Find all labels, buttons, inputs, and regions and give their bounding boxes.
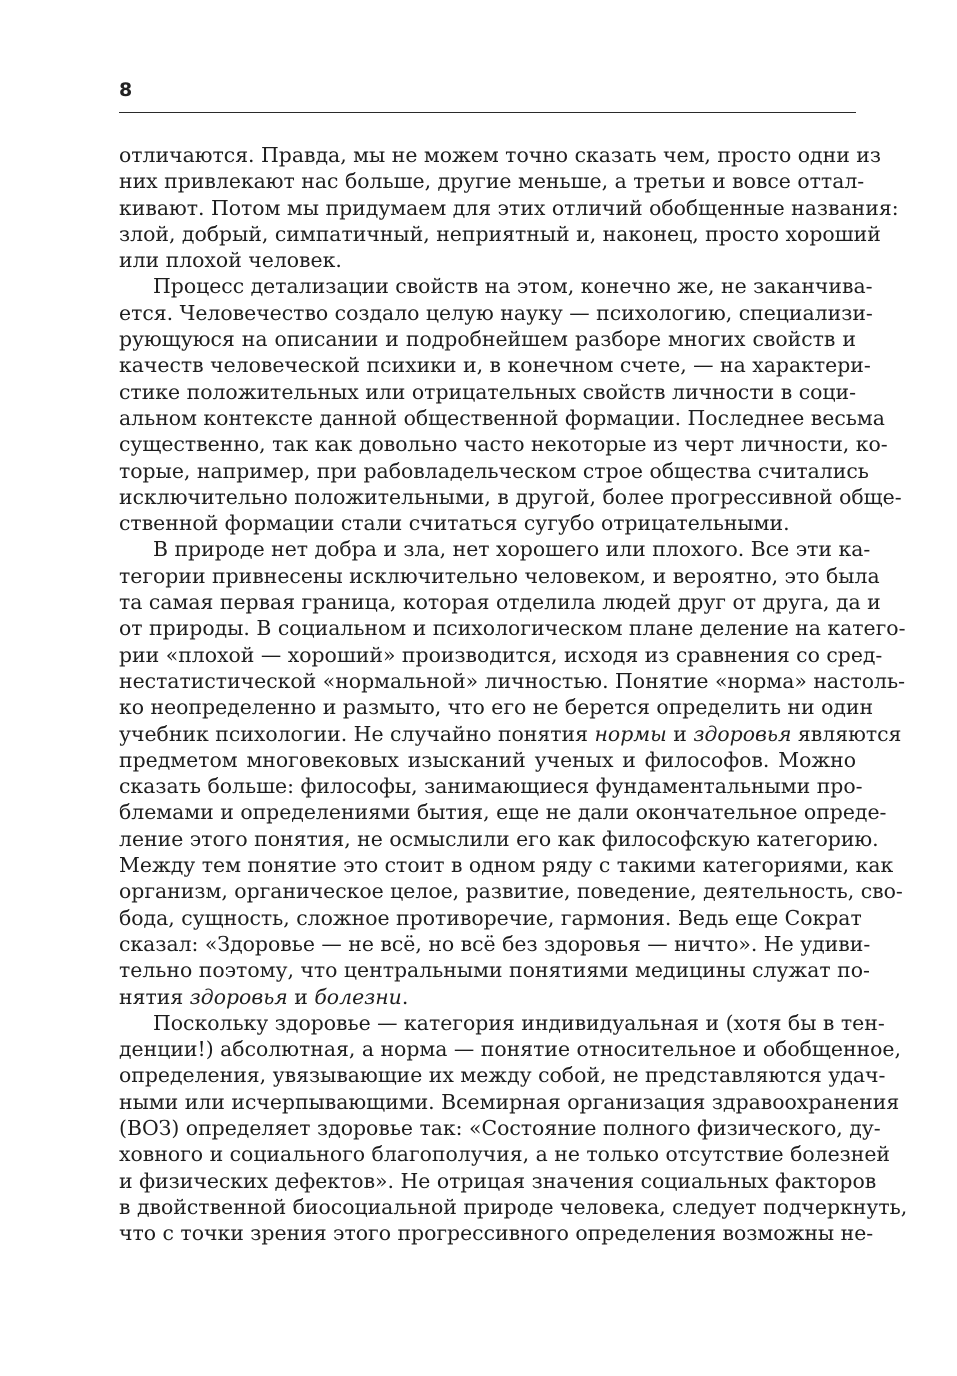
text-line (119, 431, 888, 457)
text-run: и (666, 721, 694, 746)
text-line (119, 799, 887, 825)
text-run: . (401, 984, 409, 1009)
text-line (119, 721, 902, 747)
text-line (119, 536, 871, 562)
text-line (119, 510, 856, 536)
text-run: ко неопределенно и размыто, что его не берется определить ни один (119, 695, 874, 720)
text-run: или плохой человек. (119, 248, 342, 273)
text-run: определения, увязывающие их между собой, не представляются удач- (119, 1063, 886, 1088)
text-line (119, 642, 883, 668)
text-run: рии «плохой — хороший» производится, исходя из сравнения со сред- (119, 642, 883, 667)
text-run: них привлекают нас больше, другие меньше, а третьи и вовсе оттал- (119, 169, 865, 194)
text-line (119, 1062, 886, 1088)
paragraph (119, 273, 902, 536)
text-line (119, 747, 856, 773)
text-run: предметом многовековых изысканий ученых и философов. Можно (119, 747, 856, 772)
text-line (119, 352, 871, 378)
text-line (119, 405, 885, 431)
text-line (119, 852, 894, 878)
text-run: тельно поэтому, что центральными понятиями медицины служат по- (119, 958, 870, 983)
text-run: торые, например, при рабовладельческом строе общества считались (119, 458, 869, 483)
text-run: тегории привнесены исключительно человеком, и вероятно, это была (119, 563, 880, 588)
text-run: являются (791, 721, 902, 746)
body-text (119, 142, 908, 1246)
text-line (119, 168, 865, 194)
text-run: денции!) абсолютная, а норма — понятие относительное и обобщенное, (119, 1037, 901, 1062)
italic-term: здоровья (693, 721, 792, 746)
text-run: Поскольку здоровье — категория индивидуальная и (хотя бы в тен- (153, 1010, 885, 1035)
text-run: и физических дефектов». Не отрицая значения социальных факторов (119, 1168, 877, 1193)
text-line (119, 826, 879, 852)
italic-term: здоровья (189, 984, 288, 1009)
text-run: от природы. В социальном и психологическом плане деление на катего- (119, 616, 906, 641)
text-run: существенно, так как довольно часто некоторые из черт личности, ко- (119, 432, 888, 457)
text-line (119, 1141, 891, 1167)
text-run: альном контексте данной общественной формации. Последнее весьма (119, 405, 885, 430)
text-run: (ВОЗ) определяет здоровье так: «Состояние полного физического, ду- (119, 1115, 881, 1140)
text-run: ховного и социального благополучия, а не только отсутствие болезней (119, 1142, 891, 1167)
text-run: учебник психологии. Не случайно понятия (119, 721, 595, 746)
text-run: рующуюся на описании и подробнейшем разборе многих свойств и (119, 327, 856, 352)
italic-term: болезни (314, 984, 402, 1009)
text-line (119, 458, 869, 484)
text-run: нестатистической «нормальной» личностью. Понятие «норма» настоль- (119, 668, 905, 693)
text-line (119, 142, 881, 168)
text-run: В природе нет добра и зла, нет хорошего или плохого. Все эти ка- (153, 537, 871, 562)
text-run: ственной формации стали считаться сугубо отрицательными. (119, 511, 790, 536)
text-run: организм, органическое целое, развитие, поведение, деятельность, сво- (119, 879, 903, 904)
text-line (119, 1036, 901, 1062)
text-line (119, 379, 856, 405)
text-run: стике положительных или отрицательных свойств личности в соци- (119, 379, 856, 404)
text-line (119, 1010, 885, 1036)
text-line (119, 1115, 881, 1141)
text-line (119, 563, 880, 589)
text-line (119, 484, 902, 510)
text-run: кивают. Потом мы придумаем для этих отличий обобщенные названия: (119, 195, 899, 220)
text-run: ется. Человечество создало целую науку — психологию, специализи- (119, 300, 873, 325)
italic-term: нормы (594, 721, 667, 746)
text-run: качеств человеческой психики и, в конечном счете, — на характери- (119, 353, 871, 378)
text-line (119, 273, 873, 299)
text-line (119, 773, 863, 799)
text-line (119, 984, 856, 1010)
text-line (119, 247, 856, 273)
text-run: и (287, 984, 315, 1009)
text-line (119, 1168, 877, 1194)
text-run: Процесс детализации свойств на этом, конечно же, не заканчива- (153, 274, 873, 299)
text-run: отличаются. Правда, мы не можем точно сказать чем, просто одни из (119, 143, 881, 167)
text-line (119, 694, 874, 720)
header-rule (119, 112, 856, 113)
text-line (119, 589, 881, 615)
text-run: сказал: «Здоровье — не всё, но всё без здоровья — ничто». Не удиви- (119, 931, 871, 956)
text-line (119, 1089, 900, 1115)
text-run: та самая первая граница, которая отделила людей друг от друга, да и (119, 590, 881, 615)
page-number: 8 (119, 79, 133, 101)
text-run: Между тем понятие это стоит в одном ряду с такими категориями, как (119, 853, 894, 878)
text-line (119, 957, 870, 983)
text-run: ными или исчерпывающими. Всемирная организация здравоохранения (119, 1089, 900, 1114)
text-run: злой, добрый, симпатичный, неприятный и, наконец, просто хороший (119, 221, 881, 246)
text-run: что с точки зрения этого прогрессивного определения возможны не- (119, 1221, 874, 1246)
paragraph (119, 142, 899, 273)
text-line (119, 326, 856, 352)
text-line (119, 221, 881, 247)
text-line (119, 195, 899, 221)
paragraph (119, 536, 906, 1009)
text-line (119, 1220, 874, 1246)
text-run: сказать больше: философы, занимающиеся фундаментальными про- (119, 774, 863, 799)
text-line (119, 300, 873, 326)
text-line (119, 931, 871, 957)
text-run: в двойственной биосоциальной природе человека, следует подчеркнуть, (119, 1194, 908, 1219)
text-run: нятия (119, 984, 190, 1009)
paragraph (119, 1010, 908, 1247)
text-run: бода, сущность, сложное противоречие, гармония. Ведь еще Сократ (119, 905, 862, 930)
text-run: блемами и определениями бытия, еще не дали окончательное опреде- (119, 800, 887, 825)
text-run: ление этого понятия, не осмыслили его как философскую категорию. (119, 826, 879, 851)
text-line (119, 1194, 908, 1220)
text-line (119, 615, 906, 641)
text-line (119, 668, 905, 694)
text-run: исключительно положительными, в другой, более прогрессивной обще- (119, 484, 902, 509)
text-line (119, 905, 862, 931)
text-line (119, 878, 903, 904)
